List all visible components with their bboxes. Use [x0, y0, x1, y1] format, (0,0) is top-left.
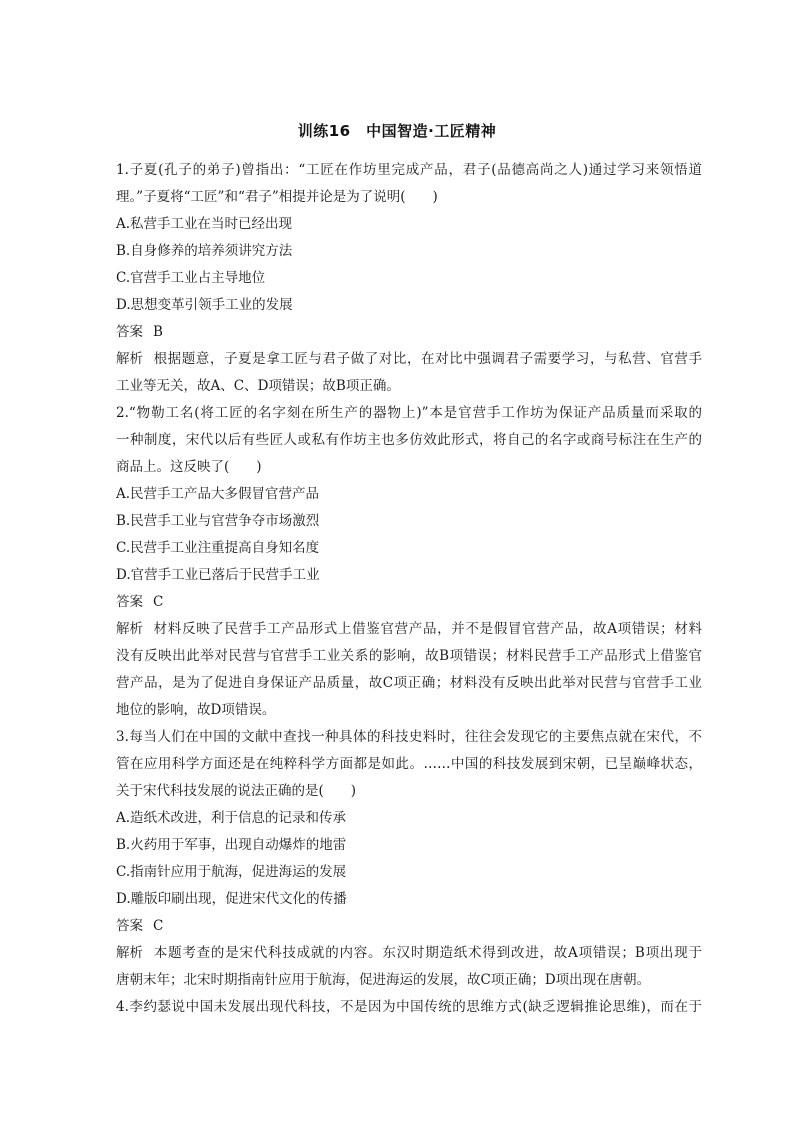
option-c: C.指南针应用于航海，促进海运的发展	[116, 864, 347, 880]
answer-value: C	[153, 594, 164, 610]
question-stem-line: 理。”子夏将“工匠”和“君子”相提并论是为了说明( )	[116, 189, 438, 205]
question-4	[116, 994, 702, 1021]
answer-label: 答案	[116, 324, 143, 340]
option-c: C.民营手工业注重提高自身知名度	[116, 540, 320, 556]
analysis-text: 工业等无关，故A、C、D项错误；故B项正确。	[116, 378, 400, 394]
question-stem-line: 4.李约瑟说中国未发展出现代科技，不是因为中国传统的思维方式(缺乏逻辑推论思维)，而在于	[116, 999, 702, 1015]
answer-line	[116, 589, 702, 616]
question-stem-line: 管在应用科学方面还是在纯粹科学方面都是如此。……中国的科技发展到宋朝，已呈巅峰状态，	[116, 756, 702, 772]
option-c: C.官营手工业占主导地位	[116, 270, 266, 286]
question-2	[116, 400, 702, 724]
option-a: A.私营手工业在当时已经出现	[116, 216, 293, 232]
option-a: A.民营手工产品大多假冒官营产品	[116, 486, 320, 502]
analysis-text: 没有反映出此举对民营与官营手工业关系的影响，故B项错误；材料民营手工产品形式上借鉴官	[116, 648, 702, 664]
analysis-line	[116, 346, 702, 373]
analysis-text: 营产品，是为了促进自身保证产品质量，故C项正确；材料没有反映出此举对民营与官营手工业	[116, 675, 702, 691]
analysis-text: 根据题意，子夏是拿工匠与君子做了对比，在对比中强调君子需要学习，与私营、官营手	[153, 351, 702, 367]
answer-value: C	[153, 918, 164, 934]
option-d: D.官营手工业已落后于民营手工业	[116, 567, 320, 583]
option-b: B.火药用于军事，出现自动爆炸的地雷	[116, 837, 347, 853]
analysis-line	[116, 616, 702, 643]
answer-value: B	[153, 324, 163, 340]
question-stem-line: 3.每当人们在中国的文献中查找一种具体的科技史料时，往往会发现它的主要焦点就在宋代，不	[116, 729, 702, 745]
analysis-label: 解析	[116, 621, 143, 637]
analysis-text: 本题考查的是宋代科技成就的内容。东汉时期造纸术得到改进，故A项错误；B项出现于	[153, 945, 702, 961]
question-list	[116, 157, 702, 1021]
analysis-label: 解析	[116, 351, 143, 367]
page-title: 训练16 中国智造·工匠精神	[297, 122, 497, 140]
answer-label: 答案	[116, 594, 143, 610]
answer-label: 答案	[116, 918, 143, 934]
question-stem-line: 1.子夏(孔子的弟子)曾指出：“工匠在作坊里完成产品，君子(品德高尚之人)通过学习来领悟道	[116, 162, 702, 178]
question-stem-line: 一种制度，宋代以后有些匠人或私有作坊主也多仿效此形式，将自己的名字或商号标注在生产的	[116, 432, 702, 448]
option-b: B.民营手工业与官营争夺市场激烈	[116, 513, 320, 529]
analysis-text: 材料反映了民营手工产品形式上借鉴官营产品，并不是假冒官营产品，故A项错误；材料	[153, 621, 702, 637]
question-stem-line: 商品上。这反映了( )	[116, 459, 262, 475]
question-stem-line: 关于宋代科技发展的说法正确的是( )	[116, 783, 357, 799]
option-d: D.思想变革引领手工业的发展	[116, 297, 293, 313]
option-a: A.造纸术改进，利于信息的记录和传承	[116, 810, 347, 826]
answer-line	[116, 319, 702, 346]
question-3	[116, 724, 702, 994]
question-stem-line: 2.“物勒工名(将工匠的名字刻在所生产的器物上)”本是官营手工作坊为保证产品质量而采取的	[116, 405, 702, 421]
analysis-text: 唐朝末年；北宋时期指南针应用于航海，促进海运的发展，故C项正确；D项出现在唐朝。	[116, 972, 651, 988]
question-1	[116, 157, 702, 400]
option-b: B.自身修养的培养须讲究方法	[116, 243, 293, 259]
analysis-line	[116, 940, 702, 967]
analysis-label: 解析	[116, 945, 143, 961]
option-d: D.雕版印刷出现，促进宋代文化的传播	[116, 891, 347, 907]
answer-line	[116, 913, 702, 940]
analysis-text: 地位的影响，故D项错误。	[116, 702, 276, 718]
